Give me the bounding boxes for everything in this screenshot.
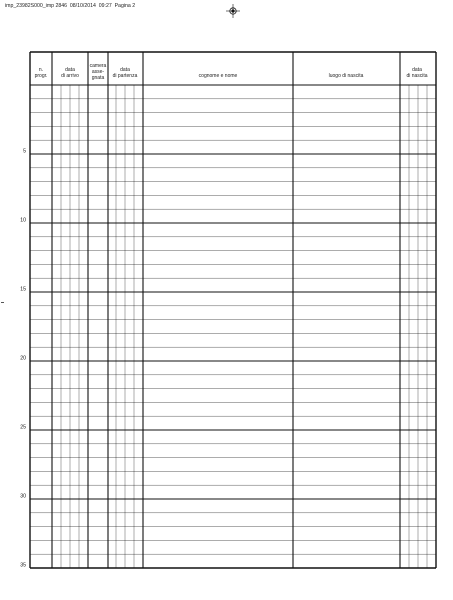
- header-camera: [90, 63, 107, 81]
- row-number-label: 20: [20, 355, 26, 362]
- header-nascita-line1: data: [412, 67, 422, 73]
- header-arrivo-line1: data: [65, 67, 75, 73]
- header-progr: [35, 67, 48, 79]
- header-progr-line2: progr.: [34, 73, 48, 79]
- row-number-label: 35: [20, 562, 26, 569]
- header-cognome: cognome e nome: [198, 73, 238, 79]
- row-number-label: 30: [20, 493, 26, 500]
- header-partenza-line1: data: [120, 67, 130, 73]
- header-nascita: [406, 67, 427, 79]
- header-partenza: [113, 67, 138, 79]
- print-header: imp_23982S000_imp 2846 08/10/2014 09:27 Pagina 2: [5, 3, 136, 9]
- row-number-label: 15: [20, 286, 26, 293]
- header-progr-line1: n.: [38, 67, 44, 73]
- header-camera-line3: gnata: [91, 75, 105, 81]
- row-number-label: 25: [20, 424, 26, 431]
- header-camera-line2: asse-: [91, 69, 105, 75]
- header-luogo: luogo di nascita: [328, 73, 364, 79]
- header-arrivo-line2: di arrivo: [61, 73, 79, 79]
- header-arrivo: [61, 67, 79, 79]
- header-partenza-line2: di partenza: [112, 73, 138, 79]
- header-camera-line1: camera: [89, 63, 107, 69]
- row-number-labels: [20, 149, 26, 569]
- grid-lines: [30, 52, 436, 568]
- header-nascita-line2: di nascita: [406, 73, 428, 79]
- row-number-label: 5: [23, 148, 26, 155]
- row-number-label: 10: [20, 217, 26, 224]
